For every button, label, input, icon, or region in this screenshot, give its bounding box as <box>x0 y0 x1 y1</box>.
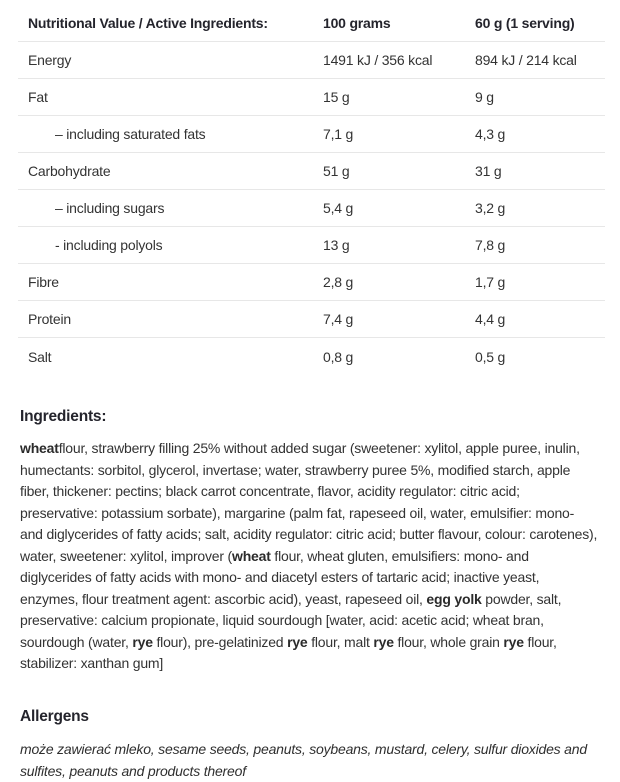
row-per100: 7,1 g <box>323 126 354 142</box>
ingredients-section <box>20 408 598 675</box>
row-per100: 0,8 g <box>323 348 354 365</box>
table-row <box>18 42 605 79</box>
header-per-serving: 60 g (1 serving) <box>475 15 575 31</box>
row-perserving: 4,4 g <box>475 311 506 327</box>
row-perserving: 31 g <box>475 163 502 179</box>
row-label: Carbohydrate <box>28 163 111 179</box>
row-per100: 51 g <box>323 163 350 179</box>
row-label: Energy <box>28 52 72 68</box>
row-perserving: 894 kJ / 214 kcal <box>475 52 577 68</box>
header-per-100g: 100 grams <box>323 15 391 31</box>
table-row <box>18 190 605 227</box>
row-per100: 13 g <box>323 237 350 253</box>
row-per100: 2,8 g <box>323 274 354 290</box>
row-perserving: 4,3 g <box>475 126 506 142</box>
table-row <box>18 153 605 190</box>
row-perserving: 7,8 g <box>475 237 506 253</box>
nutrition-table-header-row <box>18 5 605 42</box>
header-label: Nutritional Value / Active Ingredients: <box>28 15 268 31</box>
table-row <box>18 116 605 153</box>
ingredients-heading: Ingredients: <box>20 408 107 425</box>
row-perserving: 1,7 g <box>475 274 506 290</box>
row-label: - including polyols <box>55 237 163 253</box>
table-row <box>18 79 605 116</box>
row-label: – including sugars <box>55 200 165 216</box>
row-perserving: 0,5 g <box>475 348 506 365</box>
row-label: Fibre <box>28 274 59 290</box>
row-label: – including saturated fats <box>55 126 206 142</box>
row-per100: 7,4 g <box>323 311 354 327</box>
allergens-text: może zawierać mleko, sesame seeds, peanuts, soybeans, mustard, celery, sulfur dioxides and sulfites, peanuts and products thereof <box>20 740 587 779</box>
row-perserving: 3,2 g <box>475 200 506 216</box>
table-row <box>18 264 605 301</box>
allergens-section <box>20 708 598 782</box>
table-row <box>18 338 605 375</box>
row-label: Salt <box>28 348 52 365</box>
table-row <box>18 301 605 338</box>
row-label: Protein <box>28 311 71 327</box>
row-label: Fat <box>28 89 48 105</box>
row-per100: 15 g <box>323 89 350 105</box>
allergens-heading: Allergens <box>20 707 89 725</box>
row-per100: 5,4 g <box>323 200 354 216</box>
row-per100: 1491 kJ / 356 kcal <box>323 52 433 68</box>
nutrition-table <box>18 5 605 375</box>
nutrition-table-body <box>18 42 605 375</box>
row-perserving: 9 g <box>475 89 494 105</box>
table-row <box>18 227 605 264</box>
ingredients-text: wheatflour, strawberry filling 25% without added sugar (sweetener: xylitol, apple puree, inulin, humectants: sorbitol, glycerol, invertase; water, strawberry puree 5%, modified starch, apple fiber, thickener: pectins; black carrot concentrate, flavor, acidity regulator: citric acid; preservative: potassium sorbate), margarine (palm fat, rapeseed oil, water, emulsifier: mono- and diglycerides of fatty acids; salt, acidity regulator: citric acid; butter flavour, colour: carotenes), water, sweetener: xylitol, improver (wheat flour, wheat gluten, emulsifiers: mono- and diglycerides of fatty acids with mono- and diacetyl esters of tartaric acid; inactive yeast, enzymes, flour treatment agent: ascorbic acid), yeast, rapeseed oil, egg yolk powder, salt, preservative: calcium propionate, liquid sourdough [water, acid: acetic acid; wheat bran, sourdough (water, rye flour), pre-gelatinized rye flour, malt rye flour, whole grain rye flour, stabilizer: xanthan gum] <box>20 440 598 671</box>
